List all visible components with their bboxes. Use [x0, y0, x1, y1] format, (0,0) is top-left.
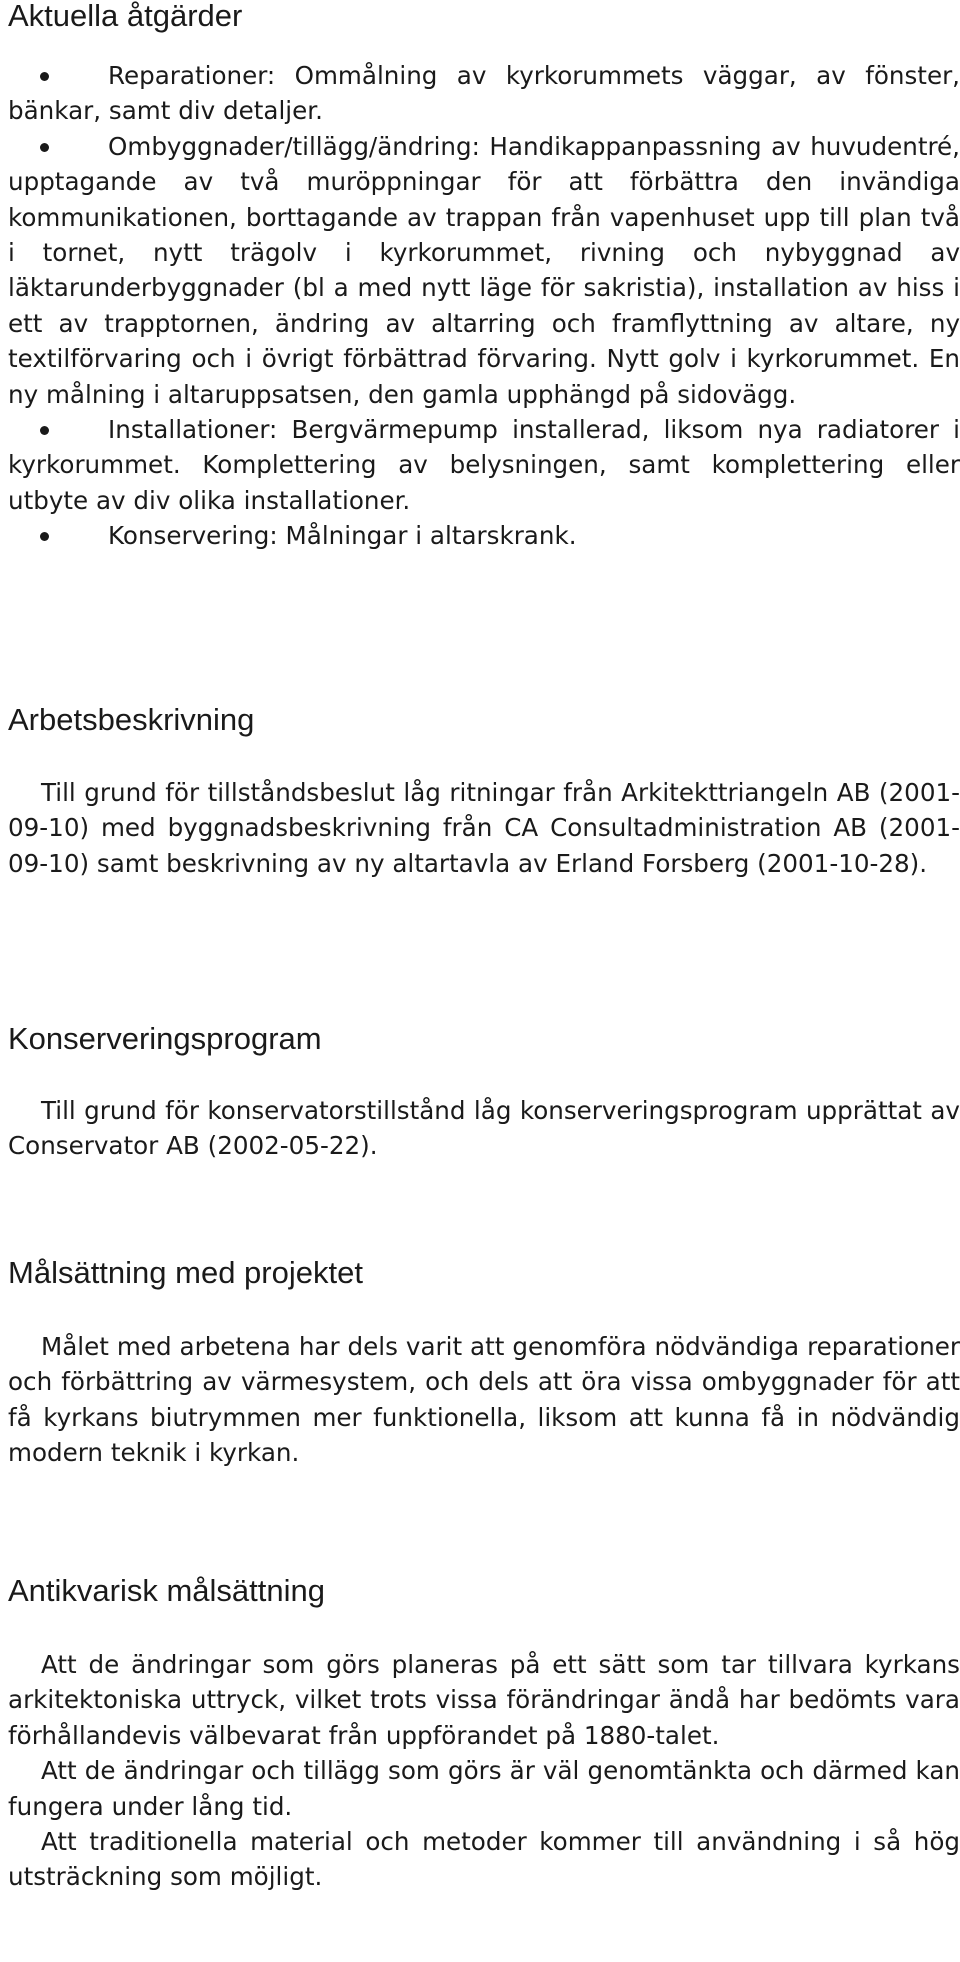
bullet-icon: [40, 72, 49, 81]
list-item: [8, 129, 960, 412]
konserveringsprogram-paragraph: Till grund för konservatorstillstånd låg konserveringsprogram upprättat av Conservator AB (2002-05-22).: [8, 1096, 960, 1161]
bullet-icon: [40, 426, 49, 435]
bullet-icon: [40, 532, 49, 541]
list-item-text: Reparationer: Ommålning av kyrkorummets väggar, av fönster, bänkar, samt div detaljer.: [8, 61, 960, 126]
antikvarisk-paragraph-3: Att traditionella material och metoder kommer till användning i så hög utsträckning som möjligt.: [8, 1827, 960, 1892]
aktuella-bullet-list: [8, 58, 960, 554]
list-item-text: Installationer: Bergvärmepump installerad, liksom nya radiatorer i kyrkorummet. Komplettering av belysningen, samt komplettering eller utbyte av div olika installationer.: [8, 415, 960, 515]
list-item: [8, 58, 960, 129]
list-item-text: Ombyggnader/tillägg/ändring: Handikappanpassning av huvudentré, upptagande av två muröppningar för att förbättra den invändiga kommunikationen, borttagande av trappan från vapenhuset upp till plan två i tornet, nytt trägolv i kyrkorummet, rivning och nybyggnad av läktarunderbyggnader (bl a med nytt läge för sakristia), installation av hiss i ett av trapptornen, ändring av altarring och framflyttning av altare, ny textilförvaring och i övrigt förbättrad förvaring. Nytt golv i kyrkorummet. En ny målning i altaruppsatsen, den gamla upphängd på sidovägg.: [8, 131, 960, 409]
list-item-text: Konservering: Målningar i altarskrank.: [108, 521, 577, 551]
malsattning-paragraph: Målet med arbetena har dels varit att genomföra nödvändiga reparationer och förbättring av värmesystem, och dels att öra vissa ombyggnader för att få kyrkans biutrymmen mer funktionella, liksom att kunna få in nödvändig modern teknik i kyrkan.: [8, 1332, 960, 1468]
antikvarisk-paragraph-2: Att de ändringar och tillägg som görs är väl genomtänkta och därmed kan fungera under lång tid.: [8, 1756, 960, 1821]
bullet-icon: [40, 143, 49, 152]
antikvarisk-paragraphs: [0, 1647, 960, 1895]
heading-aktuella-atgarder: Aktuella åtgärder: [8, 0, 243, 33]
heading-antikvarisk-malsattning: Antikvarisk målsättning: [8, 1573, 326, 1608]
list-item: [8, 518, 960, 553]
antikvarisk-paragraph-1: Att de ändringar som görs planeras på ett sätt som tar tillvara kyrkans arkitektoniska uttryck, vilket trots vissa förändringar ändå har bedömts vara förhållandevis välbevarat från uppförandet på 1880-talet.: [8, 1650, 960, 1750]
heading-arbetsbeskrivning: Arbetsbeskrivning: [8, 702, 255, 737]
arbetsbeskrivning-paragraph: Till grund för tillståndsbeslut låg ritningar från Arkitekttriangeln AB (2001-09-10) med byggnadsbeskrivning från CA Consultadministration AB (2001-09-10) samt beskrivning av ny altartavla av Erland Forsberg (2001-10-28).: [8, 778, 960, 878]
list-item: [8, 412, 960, 518]
heading-malsattning-med-projektet: Målsättning med projektet: [8, 1255, 363, 1290]
heading-konserveringsprogram: Konserveringsprogram: [8, 1021, 322, 1056]
